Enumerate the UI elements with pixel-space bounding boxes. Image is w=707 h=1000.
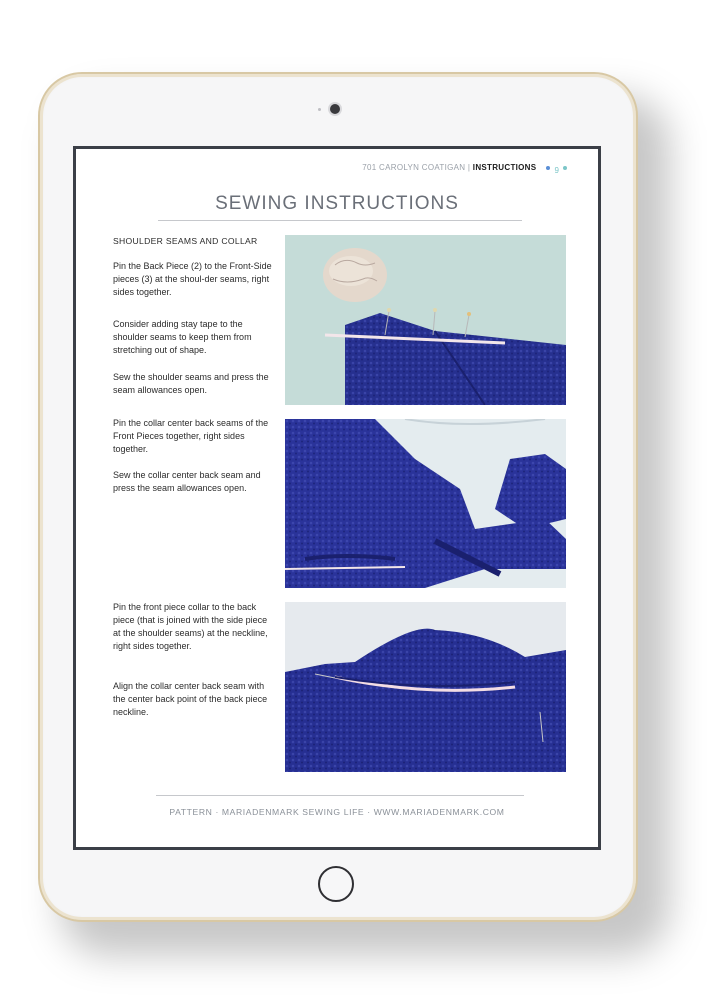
page-title: SEWING INSTRUCTIONS (215, 193, 459, 214)
home-button[interactable] (318, 866, 354, 902)
title-divider (158, 220, 522, 221)
photo-collar-neckline (285, 602, 566, 772)
step-2-paragraph-2: Sew the collar center back seam and press the seam allowances open. (113, 470, 261, 493)
step-2-paragraph-1: Pin the collar center back seams of the Front Pieces together, right sides together. (113, 418, 269, 454)
footer-divider (156, 795, 524, 796)
pattern-name: 701 CAROLYN COATIGAN (362, 163, 466, 172)
header-section: INSTRUCTIONS (472, 163, 537, 172)
step-1-paragraph-3: Sew the shoulder seams and press the seam allowances open. (113, 372, 269, 395)
page-number: 9 (554, 165, 560, 175)
front-camera-icon (330, 104, 340, 114)
step-3-paragraph-1: Pin the front piece collar to the back piece (that is joined with the side piece at the shoulder seams) at the neckline, right sides together. (113, 602, 268, 651)
proximity-sensor (318, 108, 321, 111)
tablet-screen (73, 146, 601, 850)
page-footer: PATTERN · MARIADENMARK SEWING LIFE · WWW.MARIADENMARK.COM (169, 807, 505, 817)
photo-shoulder-seams (285, 235, 566, 405)
step-1-paragraph-2: Consider adding stay tape to the shoulder seams to keep them from stretching out of shape. (113, 319, 252, 355)
running-header (362, 163, 568, 175)
dot-icon (546, 166, 550, 170)
step-3-paragraph-2: Align the collar center back seam with the center back point of the back piece neckline. (113, 681, 268, 717)
step-1-paragraph-1: Pin the Back Piece (2) to the Front-Side pieces (3) at the shoul-der seams, right sides together. (113, 261, 272, 297)
section-heading: SHOULDER SEAMS AND COLLAR (113, 236, 258, 246)
page-indicator (545, 163, 568, 175)
photo-collar-center-back (285, 419, 566, 588)
header-separator: | (467, 163, 471, 172)
dot-icon (563, 166, 567, 170)
